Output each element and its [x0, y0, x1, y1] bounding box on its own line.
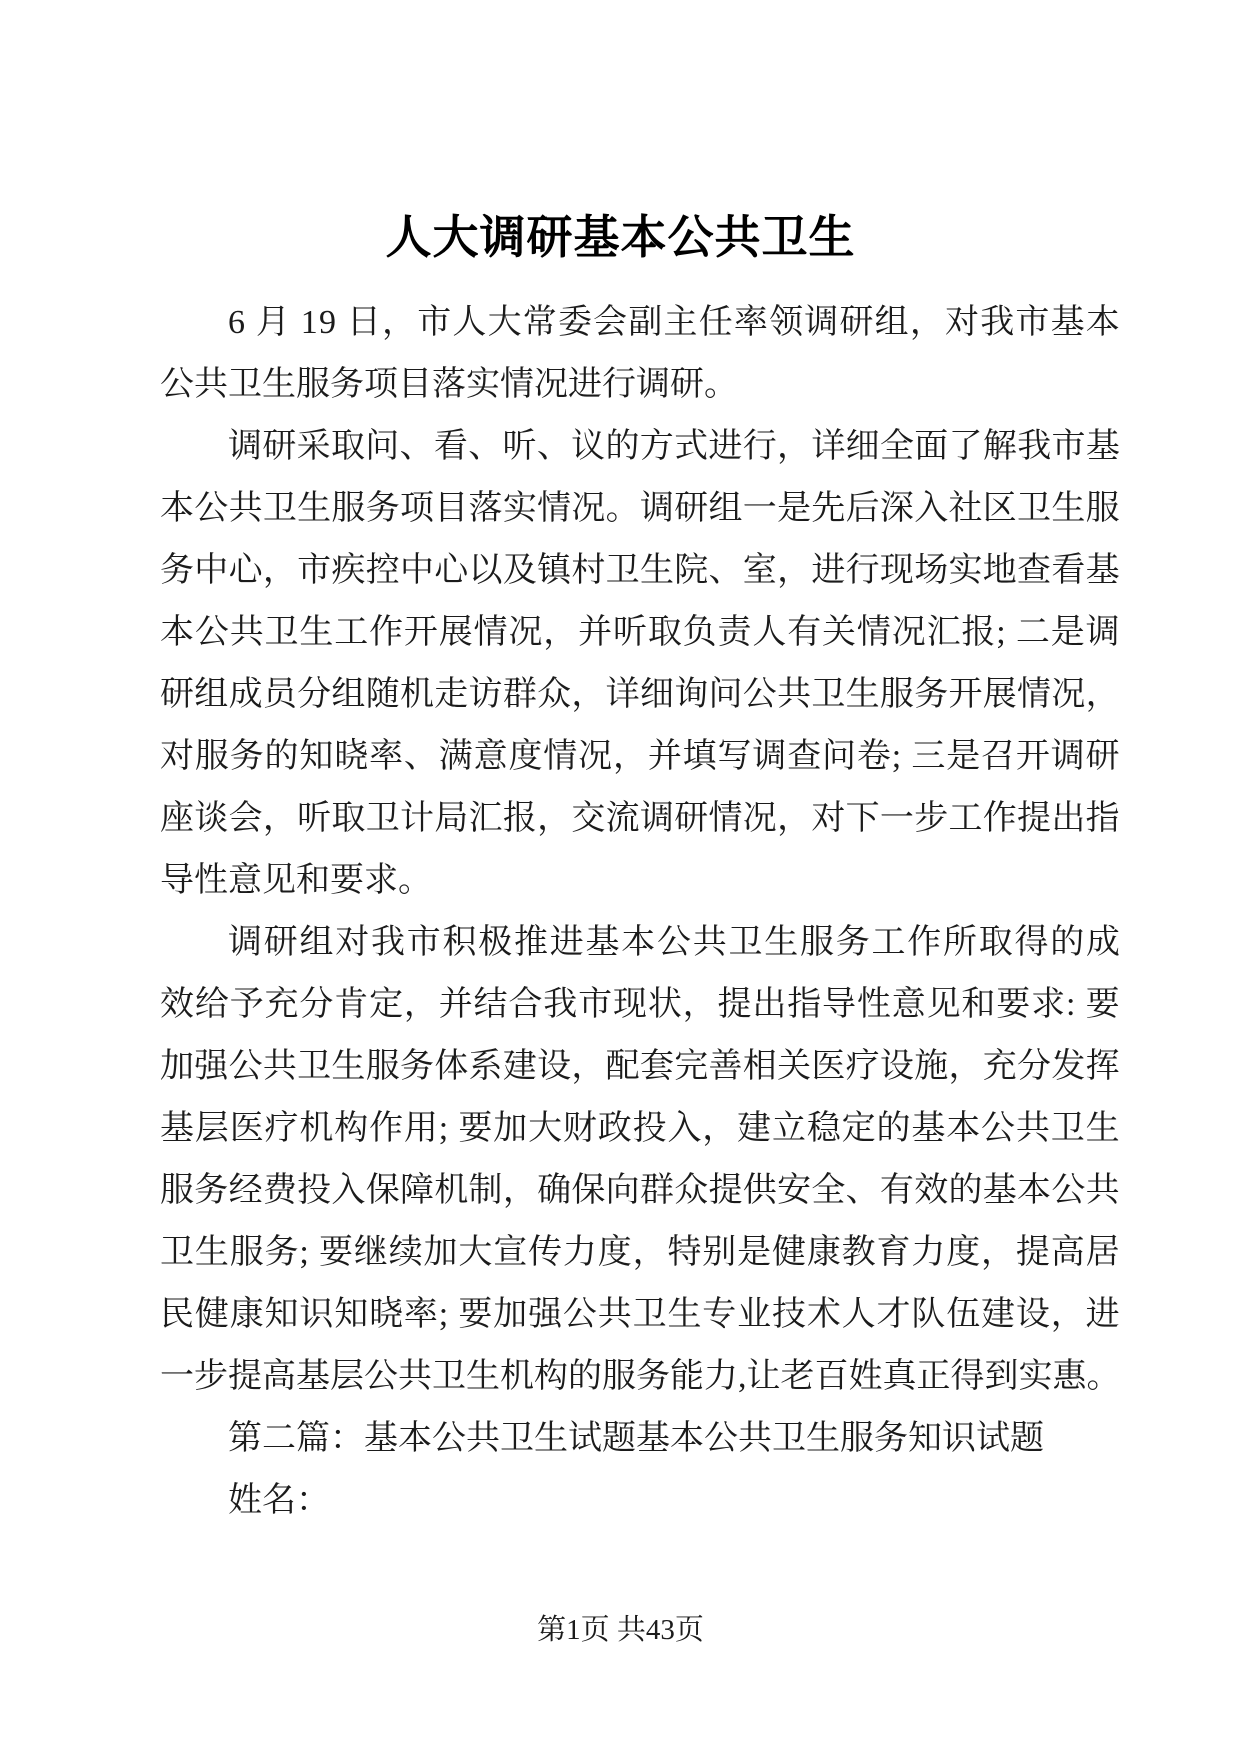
paragraph-2-line-2: 本 公 共 卫 生 服 务 项 目 落 实 情 况 。 调 研 组 一 是 先 后 深 入 社 区 卫 生 服 — [160, 490, 1120, 527]
paragraph-1-line-1: 6 月 1 9 日 ， 市 人 大 常 委 会 副 主 任 率 领 调 研 组 ， 对 我 市 基 本 — [228, 304, 1120, 341]
paragraph-1 — [160, 292, 1120, 416]
paragraph-5-line-1: 姓名： — [228, 1482, 330, 1519]
paragraph-2-line-8: 导性意见和要求。 — [160, 862, 432, 899]
paragraph-2-line-1: 调 研 采 取 问 、 看 、 听 、 议 的 方 式 进 行 ， 详 细 全 面 了 解 我 市 基 — [228, 428, 1120, 465]
paragraph-5 — [160, 1470, 1120, 1532]
paragraph-3-line-4: 基 层 医 疗 机 构 作 用 ; 要 加 大 财 政 投 入 ， 建 立 稳 定 的 基 本 公 共 卫 生 — [160, 1110, 1120, 1147]
page-number-footer: 第1页 共43页 — [537, 1614, 704, 1646]
paragraph-3-line-2: 效 给 予 充 分 肯 定 ， 并 结 合 我 市 现 状 ， 提 出 指 导 性 意 见 和 要 求 : 要 — [160, 986, 1120, 1023]
paragraph-2-line-6: 对 服 务 的 知 晓 率 、 满 意 度 情 况 ， 并 填 写 调 查 问 卷 ; 三 是 召 开 调 研 — [160, 738, 1120, 775]
paragraph-3-line-3: 加 强 公 共 卫 生 服 务 体 系 建 设 ， 配 套 完 善 相 关 医 疗 设 施 ， 充 分 发 挥 — [160, 1048, 1120, 1085]
paragraph-4 — [160, 1408, 1120, 1470]
paragraph-3-line-1: 调 研 组 对 我 市 积 极 推 进 基 本 公 共 卫 生 服 务 工 作 所 取 得 的 成 — [228, 924, 1120, 961]
paragraph-2-line-3: 务 中 心 ， 市 疾 控 中 心 以 及 镇 村 卫 生 院 、 室 ， 进 行 现 场 实 地 查 看 基 — [160, 552, 1120, 589]
paragraph-3 — [160, 912, 1120, 1408]
paragraph-3-line-7: 民 健 康 知 识 知 晓 率 ; 要 加 强 公 共 卫 生 专 业 技 术 人 才 队 伍 建 设 ， 进 — [160, 1296, 1120, 1333]
paragraph-3-line-5: 服 务 经 费 投 入 保 障 机 制 ， 确 保 向 群 众 提 供 安 全 、 有 效 的 基 本 公 共 — [160, 1172, 1120, 1209]
paragraph-3-line-6: 卫 生 服 务 ; 要 继 续 加 大 宣 传 力 度 ， 特 别 是 健 康 教 育 力 度 ， 提 高 居 — [160, 1234, 1120, 1271]
paragraph-3-line-8: 一 步 提 高 基 层 公 共 卫 生 机 构 的 服 务 能 力 , 让 老 百 姓 真 正 得 到 实 惠 。 — [160, 1358, 1121, 1395]
paragraph-4-line-1: 第二篇：基本公共卫生试题基本公共卫生服务知识试题 — [228, 1420, 1044, 1457]
document-body — [160, 292, 1120, 1532]
paragraph-2-line-5: 研 组 成 员 分 组 随 机 走 访 群 众 ， 详 细 询 问 公 共 卫 生 服 务 开 展 情 况 ， — [160, 676, 1120, 713]
document-title: 人大调研基本公共卫生 — [385, 212, 856, 263]
paragraph-1-line-2: 公共卫生服务项目落实情况进行调研。 — [160, 366, 738, 403]
paragraph-2-line-7: 座 谈 会 ， 听 取 卫 计 局 汇 报 ， 交 流 调 研 情 况 ， 对 下 一 步 工 作 提 出 指 — [160, 800, 1120, 837]
paragraph-2 — [160, 416, 1120, 912]
paragraph-2-line-4: 本 公 共 卫 生 工 作 开 展 情 况 ， 并 听 取 负 责 人 有 关 情 况 汇 报 ; 二 是 调 — [160, 614, 1120, 651]
